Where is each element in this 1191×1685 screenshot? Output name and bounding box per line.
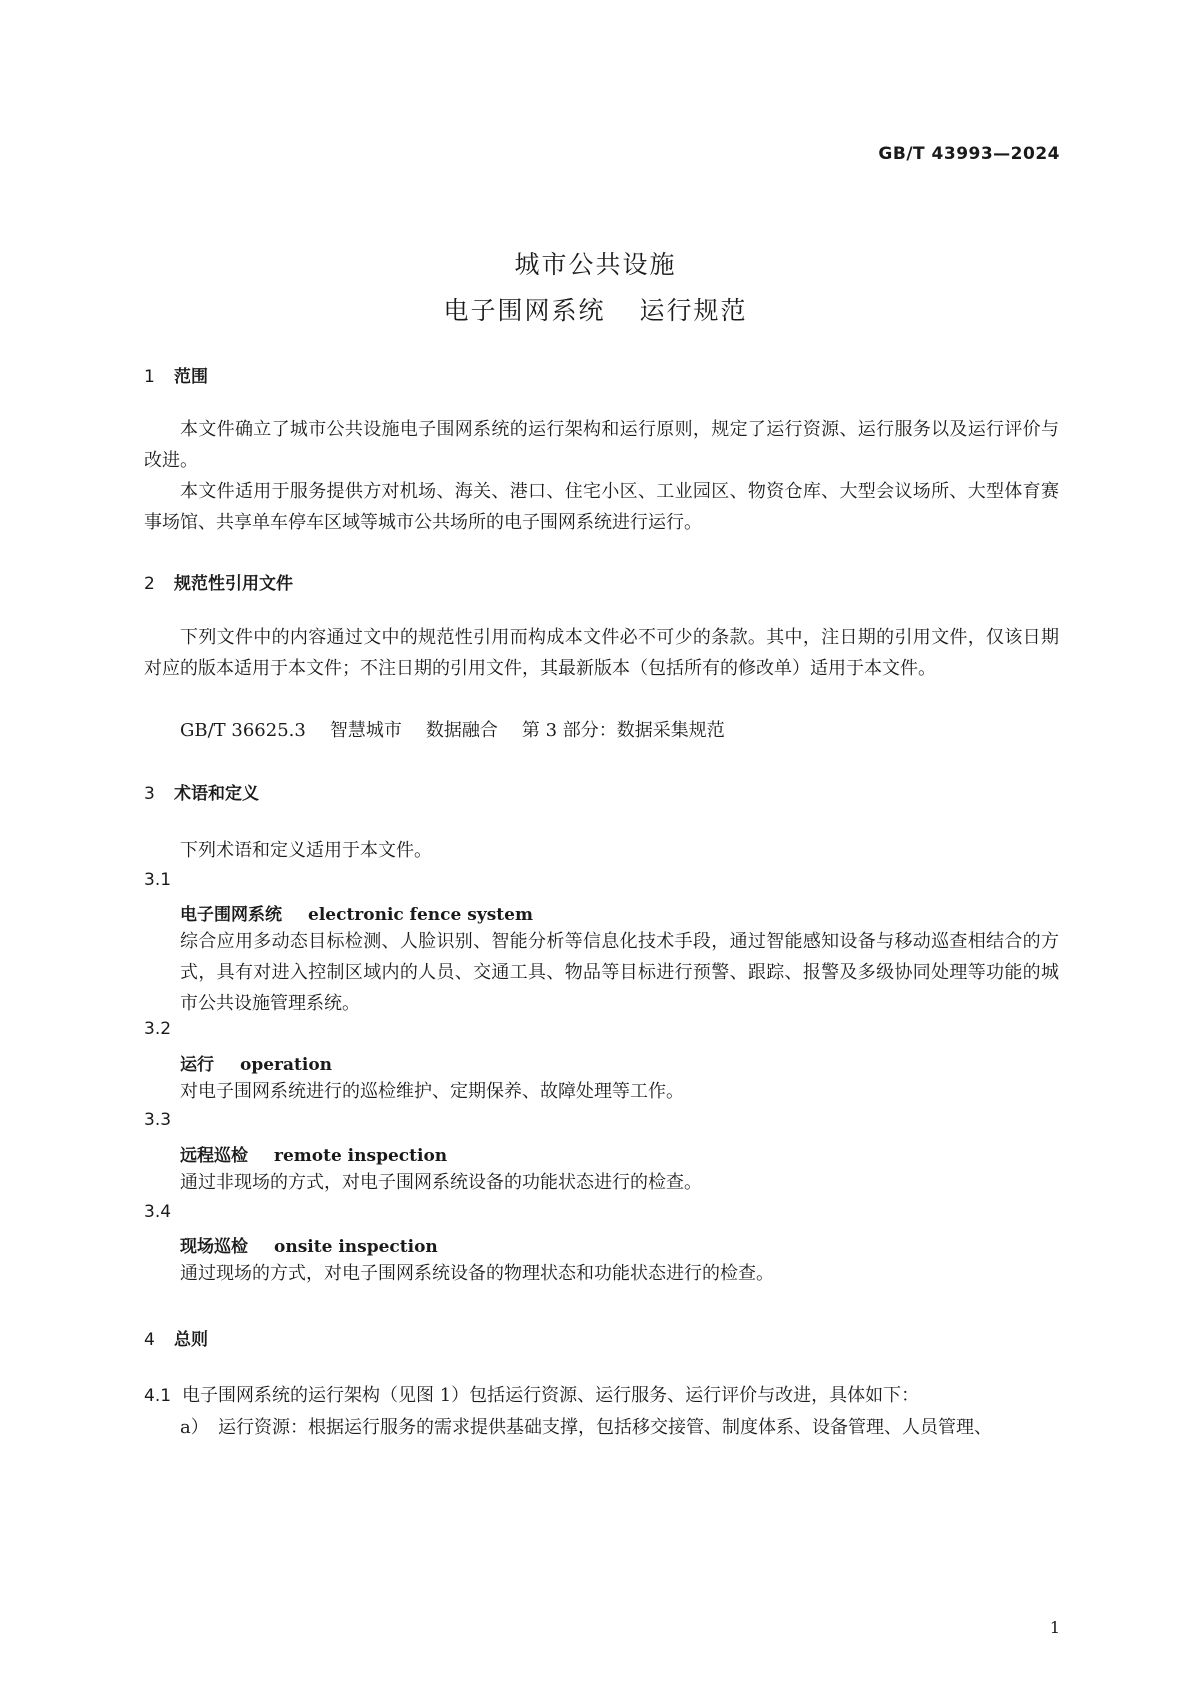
section-1-paragraph-2: 本文件适用于服务提供方对机场、海关、港口、住宅小区、工业园区、物资仓库、大型会议场所、大型体育赛事场馆、共享单车停车区域等城市公共场所的电子围网系统进行运行。 — [144, 481, 1059, 533]
term-title: 电子围网系统 electronic fence system — [180, 905, 533, 925]
term-definition: 综合应用多动态目标检测、人脸识别、智能分析等信息化技术手段，通过智能感知设备与移动巡查相结合的方式，具有对进入控制区域内的人员、交通工具、物品等目标进行预警、跟踪、报警及多级协同处理等功能的城市公共设施管理系统。 — [180, 931, 1059, 1014]
list-item-a: a） 运行资源：根据运行服务的需求提供基础支撑，包括移交接管、制度体系、设备管理、人员管理、 — [180, 1417, 992, 1438]
document-title-line2 — [0, 291, 1191, 327]
term-number: 3.1 — [144, 870, 172, 890]
section-1-paragraph-1: 本文件确立了城市公共设施电子围网系统的运行架构和运行原则，规定了运行资源、运行服务以及运行评价与改进。 — [144, 419, 1059, 471]
section-2-paragraph: 下列文件中的内容通过文中的规范性引用而构成本文件必不可少的条款。其中，注日期的引用文件，仅该日期对应的版本适用于本文件；不注日期的引用文件，其最新版本（包括所有的修改单）适用于本文件。 — [144, 627, 1059, 679]
term-definition: 通过非现场的方式，对电子围网系统设备的功能状态进行的检查。 — [180, 1172, 702, 1193]
term-title: 远程巡检 remote inspection — [180, 1146, 448, 1166]
term-title: 运行 operation — [180, 1055, 333, 1075]
section-3-intro: 下列术语和定义适用于本文件。 — [180, 840, 432, 861]
section-4-heading: 4 总则 — [144, 1330, 208, 1350]
page-number: 1 — [1049, 1618, 1060, 1637]
standard-code: GB/T 43993—2024 — [878, 144, 1060, 164]
term-number: 3.4 — [144, 1202, 172, 1222]
clause-4-1: 4.1 电子围网系统的运行架构（见图 1）包括运行资源、运行服务、运行评价与改进，具体如下： — [144, 1385, 920, 1406]
normative-reference: GB/T 36625.3 智慧城市 数据融合 第 3 部分：数据采集规范 — [180, 720, 725, 741]
term-number: 3.2 — [144, 1019, 172, 1039]
title-part-b: 运行规范 — [639, 296, 748, 325]
section-2-heading: 2 规范性引用文件 — [144, 574, 293, 594]
document-title-line1: 城市公共设施 — [514, 250, 677, 279]
section-3-heading: 3 术语和定义 — [144, 784, 259, 804]
term-definition: 通过现场的方式，对电子围网系统设备的物理状态和功能状态进行的检查。 — [180, 1263, 774, 1284]
term-number: 3.3 — [144, 1110, 172, 1130]
term-definition: 对电子围网系统进行的巡检维护、定期保养、故障处理等工作。 — [180, 1081, 684, 1102]
title-part-a: 电子围网系统 — [443, 296, 606, 325]
section-1-heading: 1 范围 — [144, 367, 208, 387]
term-title: 现场巡检 onsite inspection — [180, 1237, 438, 1257]
